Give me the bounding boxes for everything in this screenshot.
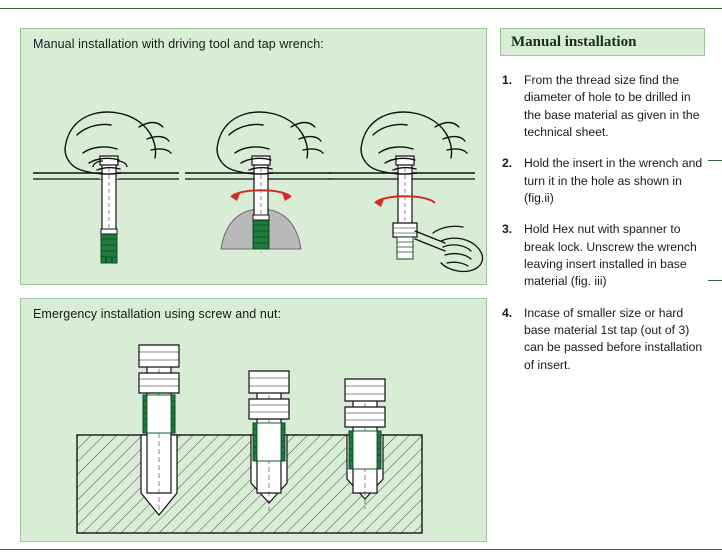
emergency-installation-figures bbox=[21, 327, 484, 539]
figure-i-driving-tool bbox=[33, 112, 179, 263]
figure-ii-tap-wrench bbox=[185, 112, 331, 253]
instruction-step bbox=[500, 155, 705, 207]
manual-installation-figures bbox=[21, 57, 484, 282]
step-number: 4. bbox=[502, 305, 513, 320]
figure-iii-spanner-removal bbox=[329, 112, 482, 271]
panel-manual-caption: Manual installation with driving tool and tap wrench: bbox=[33, 37, 324, 51]
instructions-title: Manual installation bbox=[511, 33, 637, 50]
step-number: 3. bbox=[502, 222, 513, 237]
edge-tick-upper bbox=[708, 160, 722, 161]
step-text: Hold Hex nut with spanner to break lock. Unscrew the wrench leaving insert installed in base material (fig. iii) bbox=[524, 222, 697, 289]
instruction-step bbox=[500, 72, 705, 141]
instruction-step bbox=[500, 221, 705, 290]
step-text: Incase of smaller size or hard base material 1st tap (out of 3) can be passed before installation of insert. bbox=[524, 305, 703, 372]
instructions-list bbox=[500, 72, 705, 374]
panel-emergency-installation bbox=[20, 298, 487, 542]
step-number: 1. bbox=[502, 73, 513, 87]
panel-emergency-caption: Emergency installation using screw and nut: bbox=[33, 307, 282, 321]
edge-tick-middle bbox=[708, 280, 722, 281]
instructions-title-bar bbox=[500, 28, 705, 56]
instruction-step bbox=[500, 305, 705, 374]
bottom-rule bbox=[0, 549, 722, 550]
instructions-column bbox=[500, 28, 705, 388]
step-number: 2. bbox=[502, 156, 513, 171]
panel-manual-installation bbox=[20, 28, 487, 285]
step-text: Hold the insert in the wrench and turn it in the hole as shown in (fig.ii) bbox=[524, 156, 703, 205]
top-rule bbox=[0, 8, 722, 9]
assembly-step1 bbox=[139, 345, 179, 515]
step-text: From the thread size find the diameter of hole to be drilled in the base material as given in the technical sheet. bbox=[524, 73, 700, 139]
